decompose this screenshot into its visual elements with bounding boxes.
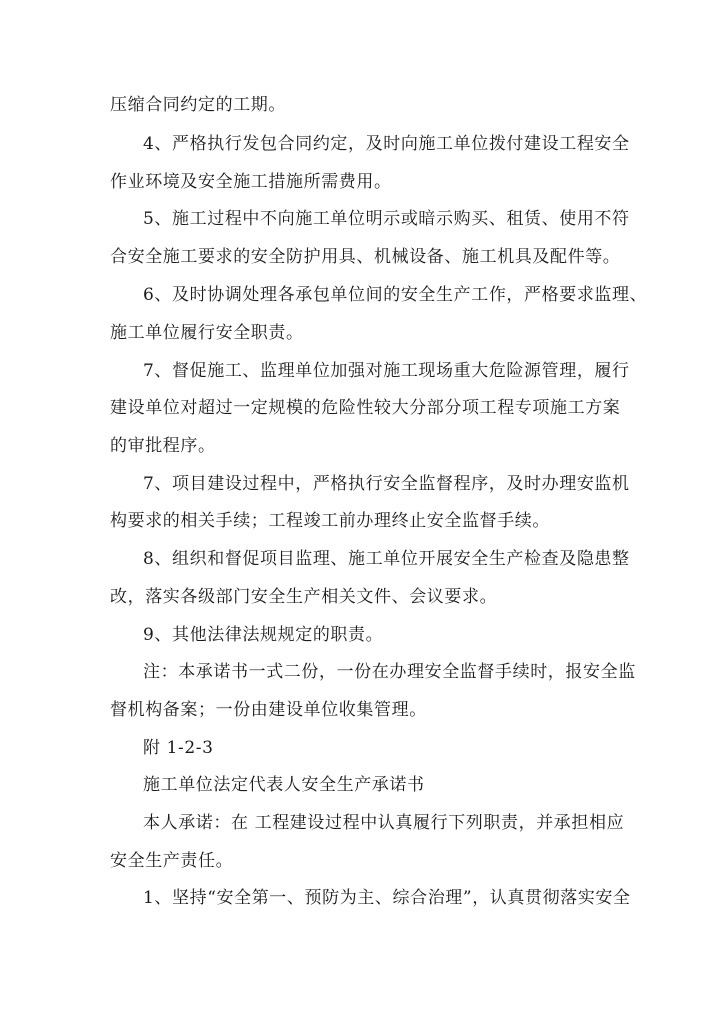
text-line: 建设单位对超过一定规模的危险性较大分部分项工程专项施工方案 (110, 398, 621, 418)
text-line: 安全生产责任。 (110, 851, 234, 871)
text-line: 1、坚持“安全第一、预防为主、综合治理”，认真贯彻落实安全 (143, 888, 631, 908)
text-line: 压缩合同约定的工期。 (110, 95, 286, 115)
text-line: 注：本承诺书一式二份，一份在办理安全监督手续时，报安全监 (143, 662, 636, 682)
text-line: 9、其他法律法规规定的职责。 (143, 625, 384, 645)
text-line: 的审批程序。 (110, 436, 216, 456)
section-title: 施工单位法定代表人安全生产承诺书 (143, 775, 425, 795)
text-line: 7、督促施工、监理单位加强对施工现场重大危险源管理，履行 (143, 361, 630, 381)
text-line: 合安全施工要求的安全防护用具、机械设备、施工机具及配件等。 (110, 247, 621, 267)
text-line: 6、及时协调处理各承包单位间的安全生产工作，严格要求监理、 (143, 285, 648, 305)
text-line: 本人承诺：在 工程建设过程中认真履行下列职责，并承担相应 (143, 813, 625, 833)
text-line: 7、项目建设过程中，严格执行安全监督程序，及时办理安监机 (143, 474, 630, 494)
attachment-number: 附 1-2-3 (143, 738, 214, 758)
text-line: 构要求的相关手续；工程竣工前办理终止安全监督手续。 (110, 511, 550, 531)
text-line: 施工单位履行安全职责。 (110, 323, 304, 343)
text-line: 8、组织和督促项目监理、施工单位开展安全生产检查及隐患整 (143, 549, 630, 569)
text-line: 4、严格执行发包合同约定，及时向施工单位拨付建设工程安全 (143, 134, 630, 154)
text-line: 督机构备案；一份由建设单位收集管理。 (110, 700, 427, 720)
text-line: 作业环境及安全施工措施所需费用。 (110, 172, 392, 192)
text-line: 改，落实各级部门安全生产相关文件、会议要求。 (110, 587, 498, 607)
text-line: 5、施工过程中不向施工单位明示或暗示购买、租赁、使用不符 (143, 209, 630, 229)
